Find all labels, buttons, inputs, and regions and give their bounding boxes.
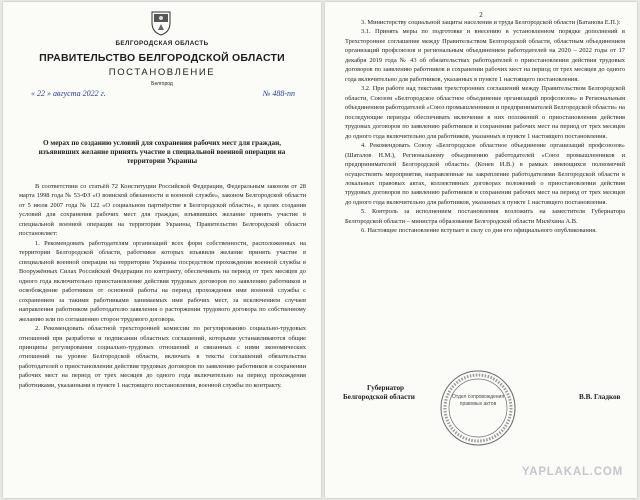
stamp-text: Отдел сопровождения правовых актов [451,394,505,407]
document-type: ПОСТАНОВЛЕНИЕ [108,67,216,78]
page2-body [345,18,625,236]
paragraph: 5. Контроль за исполнением постановления возложить на заместителя Губернатора Белгородской области – министра образования Белгородской области Милёхина А.В. [345,208,625,225]
watermark: YAPLAKAL.COM [521,466,623,478]
paragraph: 3. Министерству социальной защиты населения и труда Белгородской области (Батанова Е.П.): [361,19,621,26]
page-1 [3,2,321,498]
signature-title-line1: Губернатор [367,384,405,392]
official-stamp [438,368,518,448]
signature-title [343,384,415,403]
page-number: 2 [479,11,483,19]
signature-title-line2: Белгородской области [343,393,415,402]
paragraph: 2. Рекомендовать областной трехсторонней комиссии по регулированию социально-трудовых отношений при разработке и подписании областных соглашений, которыми устанавливаются общие принципы регулирования социально-трудовых отношений и связанных с ними экономических отношений на уровне Белгородской области, включать в тексты соглашений обязательства работодателей о приостановлении действия трудовых договоров по заявлению работников и сохранении рабочих мест на период от трех месяцев до одного года включительно на период прохождения работниками, указанными в пункте 1 настоящего постановления, военной службы по контракту. [19,325,306,389]
coat-of-arms-icon [150,10,172,36]
signature-name: В.В. Гладков [579,393,621,401]
paragraph: 1. Рекомендовать работодателям организаций всех форм собственности, расположенных на территории Белгородской области, работники которых изъявили желание принять участие в специальной военной операции на территории Украины посредством прохождения военной службы в Вооружённых Силах Российской Федерации по контракту, обеспечивать на период от трех месяцев до одного года включительно приостановление действия трудовых договоров по заявлению работников и освобождение работников от основной работы на период прохождения ими военной службы с сохранением за такими работниками занимаемых ими рабочих мест, за исключением случаев направления работником работодателю заявления о расторжении трудового договора по собственному желанию или по соглашению сторон трудового договора. [19,239,306,323]
decree-date: « 22 » августа 2022 г. [31,89,106,98]
region-name: БЕЛГОРОДСКАЯ ОБЛАСТЬ [115,40,209,47]
page1-body [19,182,306,390]
city-name: Белгород [151,81,173,87]
paragraph: 4. Рекомендовать Союзу «Белгородское областное объединение организаций профсоюзов» (Шаталов Н.М.), Региональному объединению работодателей «Союз промышленников и предпринимателей Белгородской области» (Конев И.В.) в рамках имеющихся полномочий осуществлять мероприятия, направленные на закрепление работодателями Белгородской области в локальных правовых актах, коллективных договорах положений о приостановлении действия трудовых договоров по заявлению работников и сохранении рабочих мест на период от трех месяцев до одного года включительно для работников, указанных в пункте 1 настоящего постановления. [345,142,625,206]
paragraph: 3.2. При работе над текстами трехсторонних соглашений между Правительством Белгородской области, Союзом «Белгородское областное объединение организаций профсоюзов» и Региональным объединением работодателей «Союз промышленников и предпринимателей Белгородской области» на последующие периоды обеспечивать включение в них положений о приостановлении действия трудовых договоров по заявлению работников и сохранении рабочих мест на период от трех месяцев до одного года включительно для работников, указанных в пункте 1 настоящего постановления. [345,85,625,140]
paragraph: 3.1. Принять меры по подготовке и внесению в установленном порядке дополнений в Трехстороннее соглашение между Правительством Белгородской области, областным объединением организаций профсоюзов и региональным объединением работодателей на 2020 – 2022 годы от 17 декабря 2019 года № 43 об обязательствах работодателей о приостановлении действия трудовых договоров по заявлению работников и сохранении рабочих мест на период от трех месяцев до одного года включительно для работников, указанных в пункте 1 настоящего постановления. [345,28,625,83]
decree-number: № 488-пп [262,89,295,98]
paragraph: 6. Настоящее постановление вступает в силу со дня его официального опубликования. [361,227,597,235]
date-line [31,89,295,101]
decree-heading: О мерах по созданию условий для сохранения рабочих мест для граждан, изъявивших желание принять участие в специальной военной операции на территории Украины [38,139,286,166]
paragraph: В соответствии со статьёй 72 Конституции Российской Федерации, Федеральным законом от 28 марта 1998 года № 53-ФЗ «О воинской обязанности и военной службе», законом Белгородской области от 5 июля 2007 года № 122 «О социальном партнёрстве в Белгородской области», в целях создания условий для сохранения рабочих мест для граждан, изъявивших желание принять участие в специальной военной операции на территории Украины, Правительство Белгородской области постановляет: [19,183,306,238]
government-name: ПРАВИТЕЛЬСТВО БЕЛГОРОДСКОЙ ОБЛАСТИ [39,52,285,64]
page-2 [325,2,637,498]
